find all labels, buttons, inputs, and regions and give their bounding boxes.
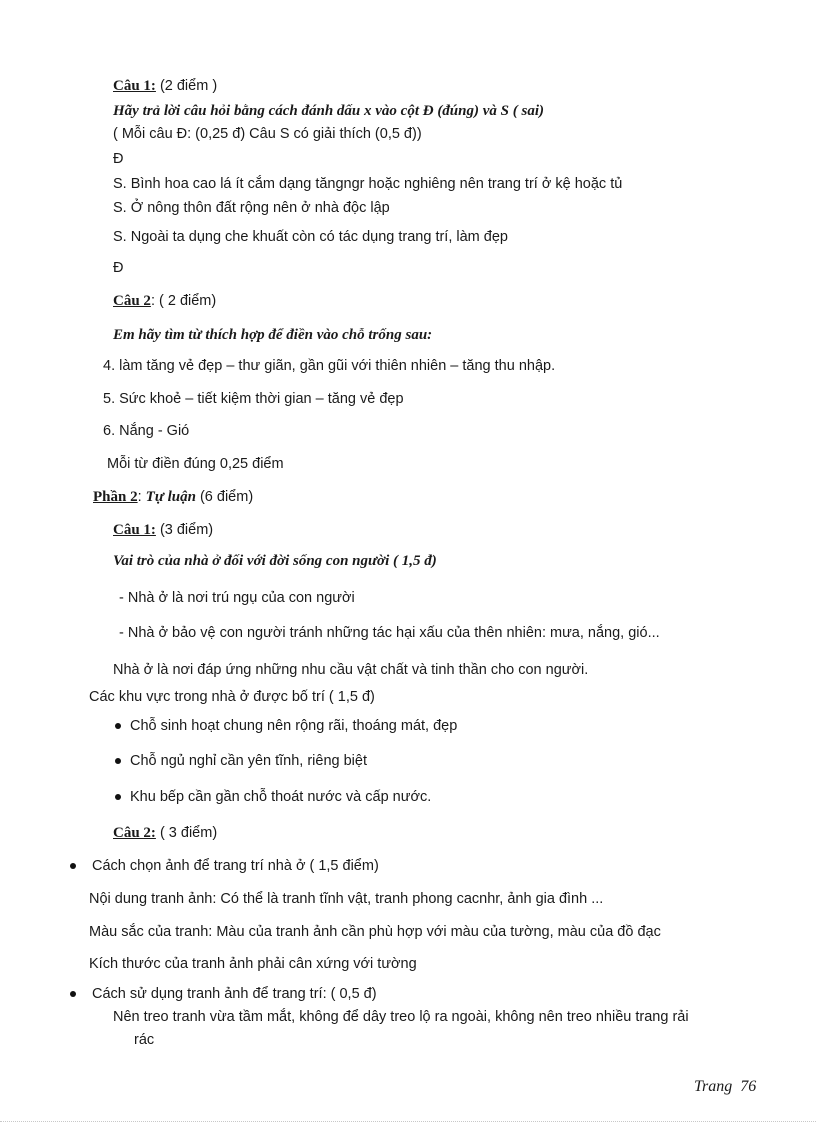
- p2-cau2-choose: Cách chọn ảnh để trang trí nhà ở ( 1,5 điểm): [92, 858, 379, 874]
- cau2-heading: [113, 292, 216, 310]
- cau1-answer-4: S. Ngoài ta dụng che khuất còn có tác dụng trang trí, làm đẹp: [113, 229, 508, 245]
- p2-cau2-use: Cách sử dụng tranh ảnh để trang trí: ( 0,5 đ): [92, 986, 377, 1002]
- p2-area-1: Chỗ sinh hoạt chung nên rộng rãi, thoáng mát, đẹp: [130, 718, 458, 734]
- part2-name: Tự luận: [145, 489, 196, 505]
- bullet-dot: [115, 758, 121, 764]
- p2-cau2-choose-2: Màu sắc của tranh: Màu của tranh ảnh cần phù hợp với màu của tường, màu của đồ đạc: [89, 924, 661, 940]
- p2-cau1-dash-2: - Nhà ở bảo vệ con người tránh những tác hại xấu của thên nhiên: mưa, nắng, gió...: [119, 625, 660, 641]
- cau2-answer-6: 6. Nắng - Gió: [103, 423, 190, 439]
- bullet-dot: [115, 794, 121, 800]
- p2-cau2-title: Câu 2:: [113, 825, 156, 841]
- cau2-note: Mỗi từ điền đúng 0,25 điểm: [107, 456, 284, 472]
- p2-cau2-use-1: Nên treo tranh vừa tầm mắt, không để dây treo lộ ra ngoài, không nên treo nhiều trang rải: [113, 1009, 689, 1025]
- p2-cau1-summary: Nhà ở là nơi đáp ứng những nhu cầu vật chất và tinh thần cho con người.: [113, 662, 589, 678]
- p2-area-2: Chỗ ngủ nghỉ cần yên tĩnh, riêng biệt: [130, 753, 367, 769]
- cau1-title: Câu 1:: [113, 78, 156, 94]
- cau1-points: (2 điểm ): [155, 78, 218, 94]
- p2-cau1-title: Câu 1:: [113, 522, 156, 538]
- p2-cau1-areas-heading: Các khu vực trong nhà ở được bố trí ( 1,5 đ): [89, 689, 375, 705]
- p2-area-3: Khu bếp cần gần chỗ thoát nước và cấp nước.: [130, 789, 432, 805]
- p2-cau1-heading: [113, 521, 213, 539]
- cau1-heading: [113, 77, 217, 95]
- page-edge-divider: [0, 1121, 816, 1122]
- part2-label: Phần 2: [93, 489, 138, 505]
- p2-cau2-use-2: rác: [134, 1032, 155, 1048]
- bullet-dot: [70, 991, 76, 997]
- p2-cau2-heading: [113, 824, 217, 842]
- p2-cau1-dash-1: - Nhà ở là nơi trú ngụ của con người: [119, 590, 355, 606]
- page-number: 76: [740, 1078, 757, 1095]
- p2-cau2-points: ( 3 điểm): [155, 825, 218, 841]
- cau2-answer-4: 4. làm tăng vẻ đẹp – thư giãn, gần gũi với thiên nhiên – tăng thu nhập.: [103, 358, 556, 374]
- cau2-points: : ( 2 điểm): [150, 293, 217, 309]
- p2-cau2-choose-1: Nội dung tranh ảnh: Có thể là tranh tĩnh vật, tranh phong cacnhr, ảnh gia đình ...: [89, 891, 604, 907]
- page-label: Trang: [694, 1078, 733, 1095]
- cau1-instruction: Hãy trả lời câu hỏi bằng cách đánh dấu x vào cột Đ (đúng) và S ( sai): [113, 103, 544, 119]
- cau1-answer-5: Đ: [113, 260, 124, 276]
- cau1-answer-2: S. Bình hoa cao lá ít cắm dạng tăngngr hoặc nghiêng nên trang trí ở kệ hoặc tủ: [113, 176, 623, 192]
- bullet-dot: [70, 863, 76, 869]
- bullet-dot: [115, 723, 121, 729]
- cau2-answer-5: 5. Sức khoẻ – tiết kiệm thời gian – tăng vẻ đẹp: [103, 391, 404, 407]
- part2-colon: :: [137, 489, 146, 505]
- p2-cau1-points: (3 điểm): [155, 522, 214, 538]
- page-footer: [694, 1078, 756, 1096]
- p2-cau2-choose-3: Kích thước của tranh ảnh phải cân xứng với tường: [89, 956, 417, 972]
- part2-heading: [93, 488, 253, 506]
- cau1-scoring: ( Mỗi câu Đ: (0,25 đ) Câu S có giải thích (0,5 đ)): [113, 126, 422, 142]
- cau2-instruction: Em hãy tìm từ thích hợp để điền vào chỗ trống sau:: [113, 327, 433, 343]
- cau1-answer-3: S. Ở nông thôn đất rộng nên ở nhà độc lập: [113, 200, 390, 216]
- cau2-title: Câu 2: [113, 293, 151, 309]
- cau1-answer-1: Đ: [113, 151, 124, 167]
- p2-cau1-subheading: Vai trò của nhà ở đối với đời sống con người ( 1,5 đ): [113, 553, 437, 569]
- part2-points: (6 điểm): [195, 489, 254, 505]
